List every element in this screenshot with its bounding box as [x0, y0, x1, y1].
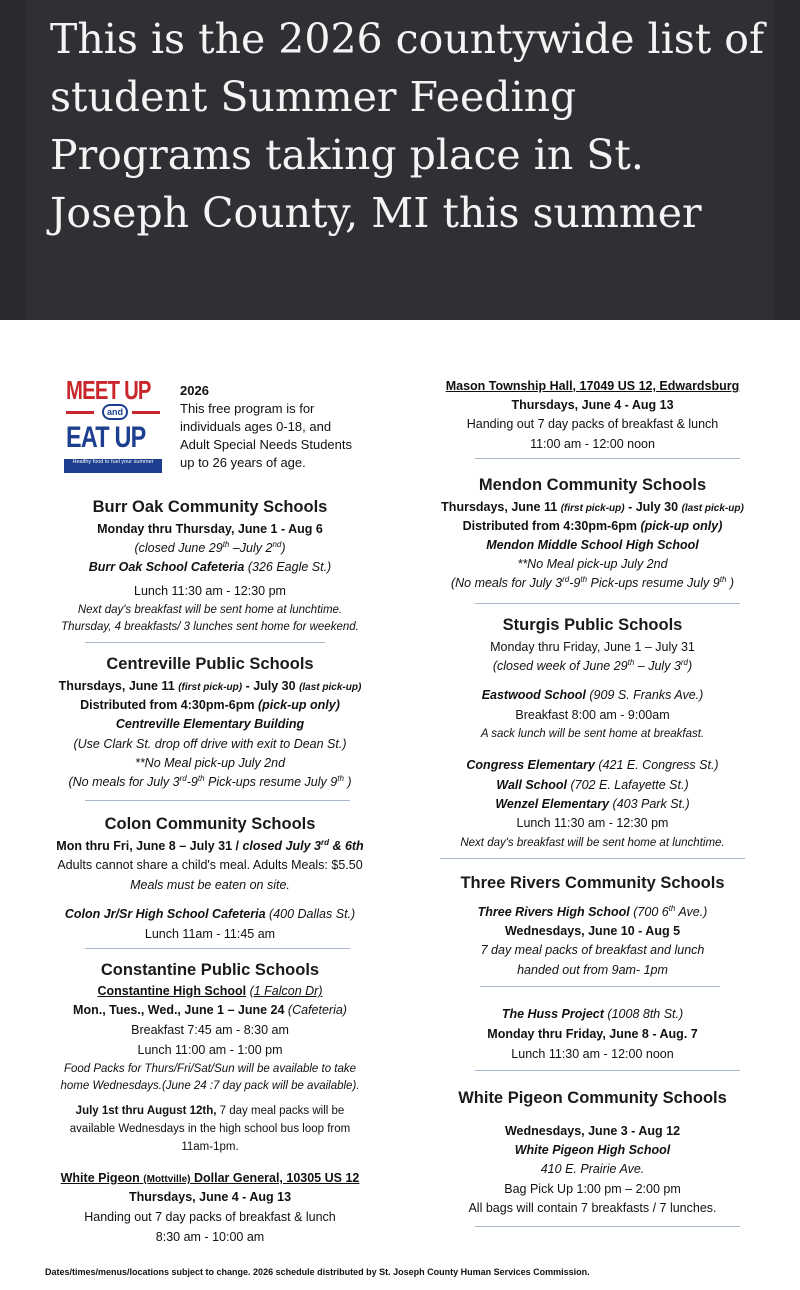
eastwood-address: (909 S. Franks Ave.) [589, 688, 704, 702]
wall-address: (702 E. Lafayette St.) [570, 778, 689, 792]
constantine-july-packs: 7 day meal packs will be [219, 1105, 345, 1117]
divider [85, 948, 350, 949]
burr-oak-days: Monday thru Thursday, June 1 - Aug 6 [97, 522, 323, 536]
mendon-start: Thursdays, June 11 [441, 500, 558, 514]
sturgis-lunch: Lunch 11:30 am - 12:30 pm [516, 816, 669, 830]
mendon-pickup-only: (pick-up only) [640, 519, 723, 533]
constantine-location [30, 982, 390, 1001]
congress-name: Congress Elementary [466, 758, 595, 772]
three-rivers-packs: handed out from 9am- 1pm [517, 963, 668, 977]
intro-line: This free program is for [180, 401, 315, 416]
sturgis-congress [420, 756, 765, 775]
intro-line: up to 26 years of age. [180, 455, 306, 470]
intro-year: 2026 [180, 383, 209, 398]
mendon-no-meal: **No Meal pick-up July 2nd [517, 557, 668, 571]
huss-project [420, 1005, 765, 1024]
huss-days: Monday thru Friday, June 8 - Aug. 7 [487, 1027, 698, 1041]
sturgis-days: Monday thru Friday, June 1 – July 31 [490, 640, 695, 654]
logo-meet-up-text: MEET UP [66, 375, 151, 405]
congress-address: (421 E. Congress St.) [598, 758, 719, 772]
white-pigeon-days: Wednesdays, June 3 - Aug 12 [504, 1124, 681, 1138]
white-pigeon-pickup: Bag Pick Up 1:00 pm – 2:00 pm [504, 1182, 681, 1196]
centreville-no-meals: (No meals for July 3rd-9th Pick-ups resume July 9th ) [68, 773, 352, 789]
divider [475, 1226, 740, 1227]
wp-dg-address: Dollar General, 10305 US 12 [193, 1171, 360, 1185]
huss-address: (1008 8th St.) [607, 1007, 684, 1021]
post-header [0, 0, 800, 320]
centreville-days [30, 677, 390, 697]
colon-adults: Adults cannot share a child's meal. Adults Meals: $5.50 [57, 858, 363, 872]
mendon-first: (first pick-up) [560, 503, 625, 514]
constantine-location-address: (1 Falcon Dr) [249, 984, 323, 998]
sturgis-sack: A sack lunch will be sent home at breakfast. [480, 728, 705, 740]
mason-days: Thursdays, June 4 - Aug 13 [511, 398, 674, 412]
three-rivers-days: Wednesdays, June 10 - Aug 5 [504, 924, 681, 938]
constantine-food-packs: Food Packs for Thurs/Fri/Sat/Sun will be available to take [63, 1063, 357, 1075]
flyer [0, 320, 800, 1290]
burr-oak-location-name: Burr Oak School Cafeteria [88, 560, 245, 574]
logo-tagline: Healthy food to fuel your summer [64, 459, 162, 473]
colon-onsite: Meals must be eaten on site. [130, 878, 290, 892]
sturgis-title: Sturgis Public Schools [502, 616, 683, 634]
centreville-start: Thursdays, June 11 [58, 679, 175, 693]
mendon-title: Mendon Community Schools [478, 476, 707, 494]
logo-rule-right [132, 411, 160, 414]
constantine-dates: Mon., Tues., Wed., June 1 – June 24 [73, 1003, 285, 1017]
divider [475, 1070, 740, 1071]
constantine-cafeteria: (Cafeteria) [287, 1003, 347, 1017]
constantine-food-packs: home Wednesdays.(June 24 :7 day pack will be available). [60, 1080, 360, 1092]
divider [440, 858, 745, 859]
white-pigeon-dg-days: Thursdays, June 4 - Aug 13 [128, 1190, 292, 1204]
constantine-july: available Wednesdays in the high school bus loop from [69, 1123, 351, 1135]
mendon-no-meals: (No meals for July 3rd-9th Pick-ups resume July 9th ) [450, 574, 735, 590]
wp-dg-town: White Pigeon [60, 1171, 140, 1185]
burr-oak-location-address: (326 Eagle St.) [247, 560, 332, 574]
centreville-pickup-only: (pick-up only) [257, 698, 340, 712]
sturgis-note: Next day's breakfast will be sent home at lunchtime. [460, 837, 725, 849]
divider [85, 642, 325, 643]
divider [85, 800, 350, 801]
white-pigeon-school: White Pigeon High School [514, 1143, 671, 1157]
colon-location-name: Colon Jr/Sr High School Cafeteria [64, 907, 266, 921]
mason-title: Mason Township Hall, 17049 US 12, Edwardsburg [445, 379, 740, 393]
burr-oak-note: Next day's breakfast will be sent home at lunchtime. [77, 604, 343, 616]
intro-line: individuals ages 0-18, and [180, 419, 332, 434]
divider [475, 603, 740, 604]
centreville-title: Centreville Public Schools [106, 655, 314, 673]
constantine-july: 11am-1pm. [181, 1141, 239, 1153]
logo-and-badge: and [102, 404, 128, 420]
centreville-building: Centreville Elementary Building [115, 717, 305, 731]
white-pigeon-dg-packs: Handing out 7 day packs of breakfast & lunch [84, 1210, 336, 1224]
colon-location-address: (400 Dallas St.) [269, 907, 356, 921]
burr-oak-note: Thursday, 4 breakfasts/ 3 lunches sent home for weekend. [61, 621, 359, 633]
post-title: This is the 2026 countywide list of student Summer Feeding Programs taking place in St. Joseph County, MI this summer [50, 15, 765, 237]
huss-lunch: Lunch 11:30 am - 12:00 noon [511, 1047, 674, 1061]
constantine-location-name: Constantine High School [97, 984, 247, 998]
logo-and-row [66, 404, 162, 420]
centreville-no-meal: **No Meal pick-up July 2nd [134, 756, 286, 770]
colon-days: Mon thru Fri, June 8 – July 31 / closed July 3rd & 6th [56, 837, 364, 853]
centreville-dropoff: (Use Clark St. drop off drive with exit to Dean St.) [73, 737, 347, 751]
footer-disclaimer: Dates/times/menus/locations subject to change. 2026 schedule distributed by St. Joseph County Human Services Commission. [45, 1267, 590, 1277]
divider [480, 986, 720, 987]
burr-oak-title: Burr Oak Community Schools [92, 498, 328, 516]
white-pigeon-dg-time: 8:30 am - 10:00 am [155, 1230, 265, 1244]
logo-rule-left [66, 411, 94, 414]
sturgis-wall [420, 776, 765, 795]
wenzel-name: Wenzel Elementary [495, 797, 610, 811]
mendon-dist-time: Distributed from 4:30pm-6pm [462, 519, 637, 533]
meet-up-eat-up-logo [62, 375, 172, 475]
sturgis-eastwood [420, 686, 765, 705]
constantine-days [30, 1001, 390, 1020]
logo-eat-up-text: EAT UP [66, 421, 146, 454]
white-pigeon-title: White Pigeon Community Schools [458, 1089, 727, 1107]
huss-name: The Huss Project [501, 1007, 604, 1021]
constantine-july-dates: July 1st thru August 12th, [75, 1105, 217, 1117]
colon-location [30, 905, 390, 924]
centreville-end: - July 30 [245, 679, 296, 693]
centreville-last: (last pick-up) [299, 682, 362, 693]
constantine-breakfast: Breakfast 7:45 am - 8:30 am [131, 1023, 289, 1037]
sturgis-wenzel [420, 795, 765, 814]
wall-name: Wall School [496, 778, 567, 792]
divider [475, 458, 740, 459]
colon-title: Colon Community Schools [104, 815, 316, 833]
wenzel-address: (403 Park St.) [612, 797, 690, 811]
centreville-dist-time: Distributed from 4:30pm-6pm [80, 698, 255, 712]
constantine-title: Constantine Public Schools [100, 961, 320, 979]
three-rivers-title: Three Rivers Community Schools [460, 874, 725, 892]
white-pigeon-bags: All bags will contain 7 breakfasts / 7 lunches. [468, 1201, 717, 1215]
three-rivers-packs: 7 day meal packs of breakfast and lunch [480, 943, 705, 957]
eastwood-name: Eastwood School [481, 688, 586, 702]
intro-line: Adult Special Needs Students [180, 437, 352, 452]
white-pigeon-dg-title [30, 1169, 390, 1189]
mason-time: 11:00 am - 12:00 noon [530, 437, 655, 451]
white-pigeon-address: 410 E. Prairie Ave. [540, 1162, 645, 1176]
mendon-building: Mendon Middle School High School [486, 538, 699, 552]
wp-dg-mottville: (Mottville) [143, 1174, 191, 1185]
centreville-first: (first pick-up) [178, 682, 243, 693]
sturgis-breakfast: Breakfast 8:00 am - 9:00am [515, 708, 670, 722]
constantine-july [30, 1102, 390, 1120]
trhs-address: (700 6th Ave.) [633, 903, 708, 919]
sturgis-closed: (closed week of June 29th – July 3rd) [492, 657, 693, 673]
mendon-distribution [420, 517, 765, 536]
three-rivers-school [420, 903, 765, 922]
mendon-days [420, 498, 765, 518]
centreville-distribution [30, 696, 390, 715]
burr-oak-location [30, 558, 390, 577]
burr-oak-lunch: Lunch 11:30 am - 12:30 pm [134, 584, 286, 598]
mendon-end: - July 30 [628, 500, 679, 514]
program-intro [180, 382, 390, 472]
mason-packs: Handing out 7 day packs of breakfast & lunch [466, 417, 719, 431]
colon-lunch: Lunch 11am - 11:45 am [144, 927, 276, 941]
burr-oak-closed: (closed June 29th –July 2nd) [134, 539, 286, 555]
mendon-last: (last pick-up) [681, 503, 744, 514]
trhs-name: Three Rivers High School [477, 905, 630, 919]
constantine-lunch: Lunch 11:00 am - 1:00 pm [137, 1043, 283, 1057]
